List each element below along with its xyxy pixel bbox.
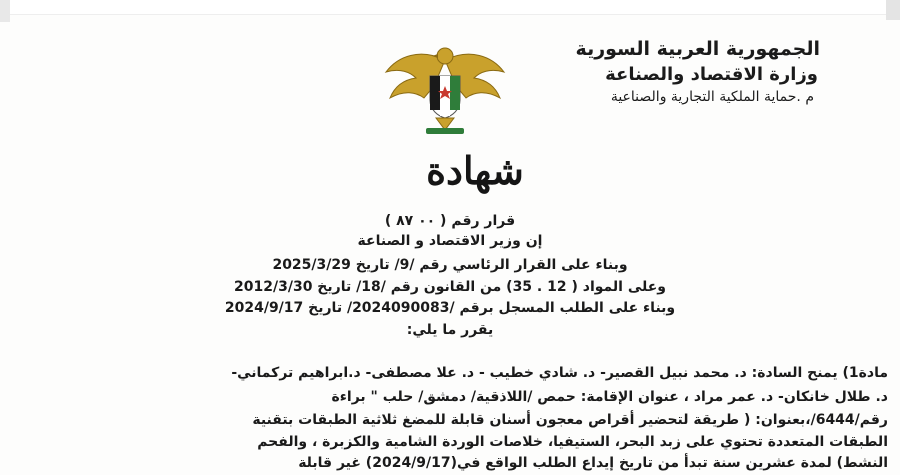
top-edge	[0, 0, 900, 15]
article-line: رقم/6444/،بعنوان: ( طريقة لتحضير أقراص معجون أسنان قابلة للمضغ ثلاثية الطبقات بتقنية	[252, 412, 888, 428]
certificate-title: شهادة	[426, 148, 524, 193]
republic-heading: الجمهورية العربية السورية	[575, 38, 820, 60]
paper-corner-right	[886, 0, 900, 20]
request-line: وبناء على الطلب المسجل برقم /2024090083/ تاريخ 2024/9/17	[224, 300, 676, 316]
decree-line: وبناء على القرار الرئاسي رقم /9/ تاريخ 2025/3/29	[272, 257, 628, 273]
paper-corner-left	[0, 0, 10, 22]
decision-number: قرار رقم ( ٠٠ ٨٧ )	[384, 213, 516, 229]
decides-line: يقرر ما يلي:	[406, 322, 494, 338]
minister-line: إن وزير الاقتصاد و الصناعة	[357, 233, 543, 249]
law-line: وعلى المواد ( 12 . 35) من القانون رقم /18/ تاريخ 2012/3/30	[234, 279, 666, 295]
article-line: د. طلال خانكان- د. عمر مراد ، عنوان الإقامة: حمص /اللاذقية/ دمشق/ حلب " براءة	[331, 389, 888, 405]
article-line: الطبقات المتعددة تحتوي على زبد البحر، الستيفيا، خلاصات الوردة الشامية والكزبرة ، والفحم	[257, 434, 888, 450]
directorate-heading: م .حماية الملكية التجارية والصناعية	[610, 89, 814, 105]
article-line: مادة1) يمنح السادة: د. محمد نبيل القصير- د. شادي خطيب - د. علا مصطفى- د.ابراهيم تركماني-	[231, 365, 888, 381]
article-line: النشط) لمدة عشرين سنة تبدأ من تاريخ إيداع الطلب الواقع في(2024/9/17) غير قابلة	[298, 455, 888, 471]
syrian-eagle-emblem-icon	[380, 38, 510, 138]
ministry-heading: وزارة الاقتصاد والصناعة	[605, 64, 818, 85]
